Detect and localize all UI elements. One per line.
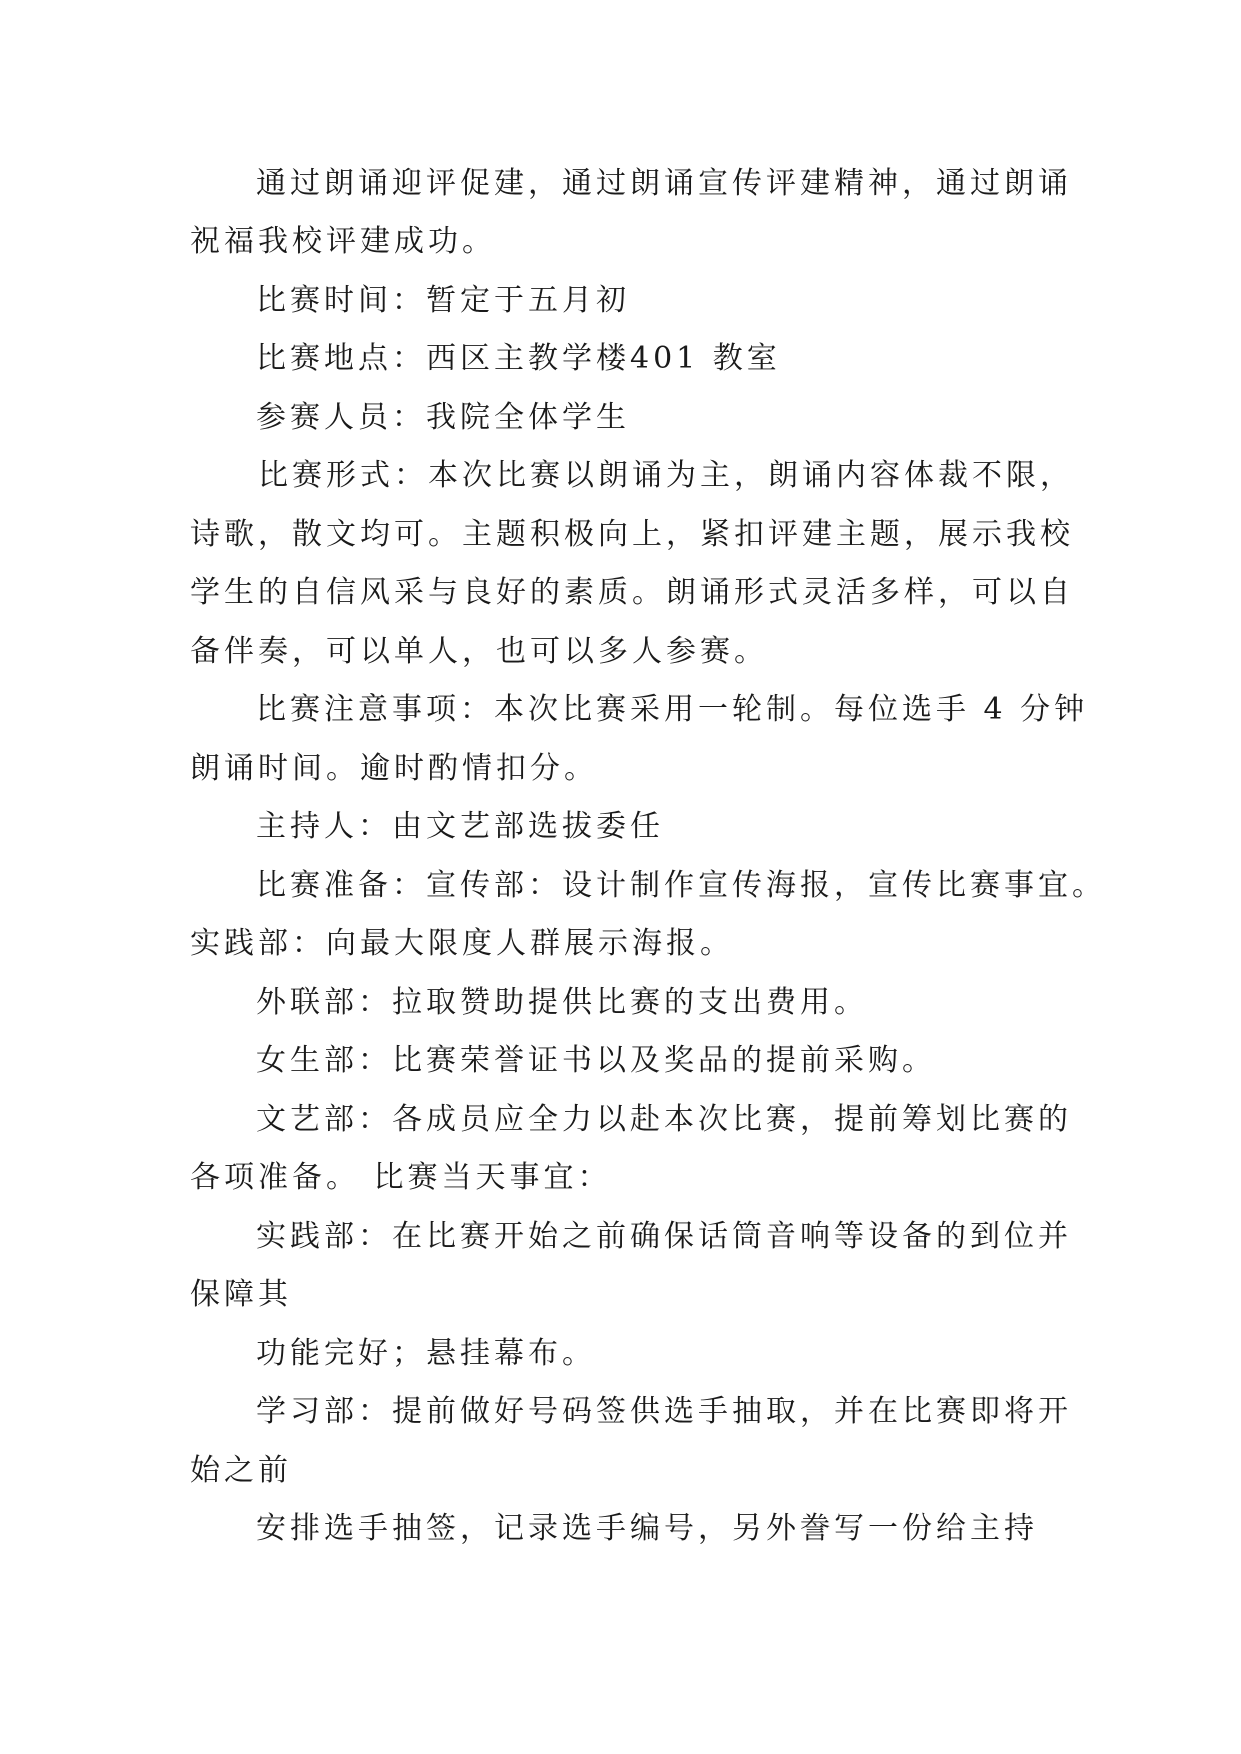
paragraph-line: 比赛注意事项：本次比赛采用一轮制。每位选手 4 分钟 [256,692,1089,727]
paragraph-line: 比赛形式：本次比赛以朗诵为主，朗诵内容体裁不限， [258,458,1074,493]
paragraph-line: 学习部：提前做好号码签供选手抽取，并在比赛即将开 [256,1394,1072,1429]
paragraph-line: 文艺部：各成员应全力以赴本次比赛，提前筹划比赛的 [256,1102,1072,1137]
paragraph-line: 保障其 [190,1277,292,1312]
paragraph-line: 外联部：拉取赞助提供比赛的支出费用。 [256,985,868,1020]
paragraph-line: 学生的自信风采与良好的素质。朗诵形式灵活多样，可以自 [190,575,1074,610]
paragraph-line: 比赛地点：西区主教学楼401 教室 [256,341,781,376]
paragraph-line: 参赛人员：我院全体学生 [256,400,630,435]
paragraph-line: 通过朗诵迎评促建，通过朗诵宣传评建精神，通过朗诵 [256,166,1072,201]
paragraph-line: 比赛准备：宣传部：设计制作宣传海报，宣传比赛事宜。 [256,868,1106,903]
paragraph-line: 主持人：由文艺部选拔委任 [256,809,664,844]
paragraph-line: 实践部：向最大限度人群展示海报。 [190,926,734,961]
paragraph-line: 备伴奏，可以单人，也可以多人参赛。 [190,634,768,669]
paragraph-line: 比赛时间：暂定于五月初 [256,283,630,318]
paragraph-line: 始之前 [190,1453,292,1488]
paragraph-line: 朗诵时间。逾时酌情扣分。 [190,751,598,786]
paragraph-line: 功能完好；悬挂幕布。 [256,1336,596,1371]
paragraph-line: 祝福我校评建成功。 [190,224,496,259]
paragraph-line: 实践部：在比赛开始之前确保话筒音响等设备的到位并 [256,1219,1072,1254]
paragraph-line: 女生部：比赛荣誉证书以及奖品的提前采购。 [256,1043,936,1078]
paragraph-line: 安排选手抽签，记录选手编号，另外誊写一份给主持 [256,1511,1038,1546]
paragraph-line: 各项准备。 比赛当天事宜： [190,1160,612,1195]
paragraph-line: 诗歌，散文均可。主题积极向上，紧扣评建主题，展示我校 [190,517,1074,552]
